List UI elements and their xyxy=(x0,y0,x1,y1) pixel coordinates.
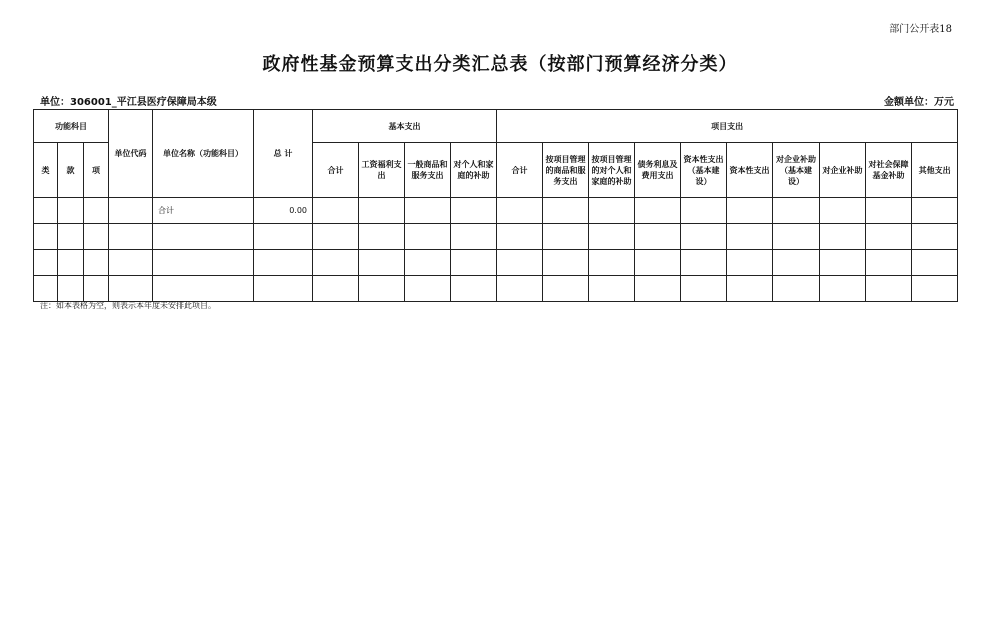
budget-table xyxy=(33,109,958,302)
table-cell xyxy=(313,198,359,224)
page-title: 政府性基金预算支出分类汇总表（按部门预算经济分类） xyxy=(262,54,738,75)
project-column-header: 资本性支出 xyxy=(727,143,773,198)
table-cell xyxy=(681,198,727,224)
table-cell xyxy=(84,198,109,224)
project-column-header: 对社会保障基金补助 xyxy=(866,143,912,198)
table-row-total xyxy=(34,198,958,224)
project-column-header: 对企业补助（基本建设） xyxy=(773,143,820,198)
table-cell xyxy=(34,198,58,224)
header-row-1 xyxy=(34,110,958,143)
category-header: 类 xyxy=(34,143,58,198)
item-header: 项 xyxy=(84,143,109,198)
basic-column-header: 对个人和家庭的补助 xyxy=(451,143,497,198)
page-number: 部门公开表18 xyxy=(889,24,952,35)
table-cell xyxy=(635,198,681,224)
table-cell xyxy=(109,198,153,224)
table-cell xyxy=(727,198,773,224)
section-header: 款 xyxy=(58,143,84,198)
row-unit-name: 合计 xyxy=(153,198,254,224)
table-cell xyxy=(820,198,866,224)
project-column-header: 债务利息及费用支出 xyxy=(635,143,681,198)
table-cell xyxy=(359,198,405,224)
table-cell xyxy=(405,198,451,224)
table-row-empty xyxy=(34,224,958,250)
table-cell xyxy=(497,198,543,224)
unit-label: 单位：306001_平江县医疗保障局本级 xyxy=(40,97,217,108)
project-column-header: 合计 xyxy=(497,143,543,198)
unit-code-header: 单位代码 xyxy=(109,110,153,198)
project-expenditure-header: 项目支出 xyxy=(497,110,958,143)
table-cell xyxy=(589,198,635,224)
table-cell xyxy=(866,198,912,224)
amount-unit-label: 金额单位：万元 xyxy=(884,97,954,108)
row-total: 0.00 xyxy=(254,198,313,224)
table-cell xyxy=(543,198,589,224)
basic-expenditure-header: 基本支出 xyxy=(313,110,497,143)
unit-name-header: 单位名称（功能科目） xyxy=(153,110,254,198)
basic-column-header: 合计 xyxy=(313,143,359,198)
project-column-header: 按项目管理的对个人和家庭的补助 xyxy=(589,143,635,198)
table-cell xyxy=(451,198,497,224)
table-cell xyxy=(912,198,958,224)
project-column-header: 资本性支出（基本建设） xyxy=(681,143,727,198)
functional-subject-header: 功能科目 xyxy=(34,110,109,143)
footnote: 注：如本表格为空，则表示本年度未安排此项目。 xyxy=(40,301,216,310)
table-row-empty xyxy=(34,250,958,276)
basic-column-header: 一般商品和服务支出 xyxy=(405,143,451,198)
table-cell xyxy=(773,198,820,224)
project-column-header: 其他支出 xyxy=(912,143,958,198)
project-column-header: 对企业补助 xyxy=(820,143,866,198)
table-row-empty xyxy=(34,276,958,302)
project-column-header: 按项目管理的商品和服务支出 xyxy=(543,143,589,198)
basic-column-header: 工资福利支出 xyxy=(359,143,405,198)
total-header: 总 计 xyxy=(254,110,313,198)
table-cell xyxy=(58,198,84,224)
